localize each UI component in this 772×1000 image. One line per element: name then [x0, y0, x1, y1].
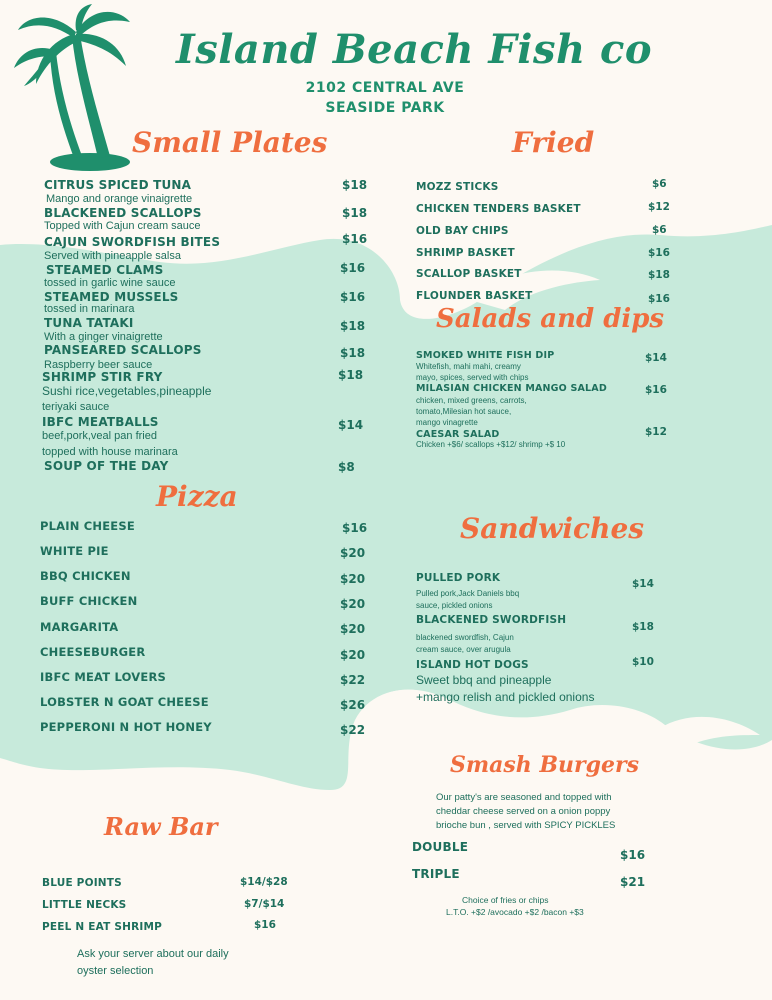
menu-item-name: BUFF CHICKEN: [40, 594, 138, 608]
menu-item-description: Raspberry beer sauce: [44, 359, 153, 371]
menu-item-name: FLOUNDER BASKET: [416, 290, 533, 302]
menu-item-price: $20: [340, 622, 366, 636]
menu-item-description: sauce, pickled onions: [416, 601, 493, 610]
menu-item-price: $14: [338, 418, 364, 432]
section-title-raw-bar: Raw Bar: [104, 812, 218, 841]
menu-item-price: $18: [338, 368, 364, 382]
menu-item-description: Served with pineapple salsa: [44, 250, 181, 262]
menu-item-price: $16: [340, 261, 366, 275]
menu-item-description: teriyaki sauce: [42, 401, 110, 413]
menu-item-price: $20: [340, 546, 366, 560]
menu-item-price: $16: [648, 293, 670, 305]
menu-item-description: tossed in garlic wine sauce: [44, 277, 176, 289]
menu-item-price: $18: [648, 269, 670, 281]
menu-item-price: $6: [652, 178, 667, 190]
menu-item-name: BLACKENED SWORDFISH: [416, 614, 567, 626]
menu-item-price: $16: [342, 521, 368, 535]
menu-item-name: PANSEARED SCALLOPS: [44, 343, 202, 357]
menu-item-name: CHICKEN TENDERS BASKET: [416, 203, 581, 215]
menu-item-price: $16: [342, 232, 368, 246]
menu-item-name: TUNA TATAKI: [44, 316, 134, 330]
menu-item-price: $16: [648, 247, 670, 259]
menu-item-price: $14/$28: [240, 876, 288, 888]
menu-item-price: $20: [340, 572, 366, 586]
menu-item-name: PLAIN CHEESE: [40, 519, 135, 533]
menu-item-description: +mango relish and pickled onions: [416, 690, 595, 704]
menu-item-price: $18: [342, 206, 368, 220]
menu-item-name: CITRUS SPICED TUNA: [44, 178, 192, 192]
menu-item-description: Chicken +$6/ scallops +$12/ shrimp +$ 10: [416, 440, 566, 449]
menu-item-description: Sweet bbq and pineapple: [416, 673, 552, 687]
menu-item-price: $6: [652, 224, 667, 236]
menu-item-description: mango vinagrette: [416, 418, 478, 427]
menu-item-price: $18: [340, 319, 366, 333]
menu-item-price: $7/$14: [244, 898, 285, 910]
menu-item-price: $16: [340, 290, 366, 304]
menu-item-description: cream sauce, over arugula: [416, 645, 511, 654]
menu-item-price: $18: [340, 346, 366, 360]
menu-item-price: $20: [340, 648, 366, 662]
burger-footer-text: Choice of fries or chips: [462, 895, 549, 905]
section-title-smash-burgers: Smash Burgers: [450, 752, 639, 778]
restaurant-title: Island Beach Fish co: [176, 26, 653, 73]
menu-item-name: SHRIMP BASKET: [416, 247, 515, 259]
menu-item-description: beef,pork,veal pan fried: [42, 430, 157, 442]
menu-item-name: CAESAR SALAD: [416, 429, 500, 440]
menu-item-description: With a ginger vinaigrette: [44, 331, 163, 343]
burger-intro-text: brioche bun , served with SPICY PICKLES: [436, 820, 616, 831]
menu-item-price: $16: [645, 384, 667, 396]
menu-item-price: $10: [632, 656, 654, 668]
menu-item-description: blackened swordfish, Cajun: [416, 633, 514, 642]
menu-item-name: MOZZ STICKS: [416, 181, 499, 193]
raw-bar-note: Ask your server about our daily: [77, 948, 229, 960]
menu-item-description: Mango and orange vinaigrette: [46, 193, 193, 205]
address-street: 2102 CENTRAL AVE: [305, 80, 465, 96]
menu-item-name: STEAMED MUSSELS: [44, 290, 179, 304]
menu-item-name: SMOKED WHITE FISH DIP: [416, 350, 555, 361]
menu-item-description: mayo, spices, served with chips: [416, 373, 529, 382]
raw-bar-note: oyster selection: [77, 965, 154, 977]
menu-item-name: MARGARITA: [40, 620, 119, 634]
section-title-fried: Fried: [512, 126, 595, 159]
section-title-pizza: Pizza: [156, 480, 238, 513]
menu-item-name: PEEL N EAT SHRIMP: [42, 921, 163, 933]
menu-item-name: LOBSTER N GOAT CHEESE: [40, 695, 209, 709]
section-title-sandwiches: Sandwiches: [460, 512, 645, 545]
menu-item-description: tomato,Milesian hot sauce,: [416, 407, 512, 416]
menu-item-name: WHITE PIE: [40, 544, 109, 558]
menu-item-price: $22: [340, 673, 366, 687]
menu-item-name: OLD BAY CHIPS: [416, 225, 509, 237]
menu-item-name: ISLAND HOT DOGS: [416, 659, 529, 671]
section-title-salads: Salads and dips: [436, 304, 665, 334]
menu-item-name: SHRIMP STIR FRY: [42, 370, 163, 384]
menu-item-description: Sushi rice,vegetables,pineapple: [42, 384, 212, 398]
menu-item-name: SCALLOP BASKET: [416, 268, 522, 280]
menu-item-name: BLUE POINTS: [42, 877, 122, 889]
menu-item-name: MILASIAN CHICKEN MANGO SALAD: [416, 383, 607, 394]
menu-item-price: $14: [645, 352, 667, 364]
menu-item-description: Topped with Cajun cream sauce: [44, 220, 201, 232]
menu-item-price: $20: [340, 597, 366, 611]
menu-item-description: Pulled pork,Jack Daniels bbq: [416, 589, 520, 598]
menu-item-description: chicken, mixed greens, carrots,: [416, 396, 527, 405]
menu-item-name: LITTLE NECKS: [42, 899, 127, 911]
burger-intro-text: cheddar cheese served on a onion poppy: [436, 806, 611, 817]
menu-item-name: IBFC MEAT LOVERS: [40, 670, 166, 684]
menu-item-price: $8: [338, 460, 355, 474]
menu-item-name: CHEESEBURGER: [40, 645, 146, 659]
menu-item-name: BBQ CHICKEN: [40, 569, 131, 583]
burger-intro-text: Our patty's are seasoned and topped with: [436, 792, 612, 803]
menu-item-price: $18: [632, 621, 654, 633]
menu-item-name: PEPPERONI N HOT HONEY: [40, 720, 212, 734]
menu-item-name: SOUP OF THE DAY: [44, 459, 169, 473]
menu-item-price: $16: [620, 848, 646, 862]
menu-item-name: PULLED PORK: [416, 572, 501, 584]
menu-item-description: Whitefish, mahi mahi, creamy: [416, 362, 521, 371]
palm-tree-icon: [14, 4, 132, 172]
menu-item-name: IBFC MEATBALLS: [42, 415, 159, 429]
menu-item-name: CAJUN SWORDFISH BITES: [44, 235, 221, 249]
section-title-small-plates: Small Plates: [132, 126, 328, 159]
menu-item-name: DOUBLE: [412, 840, 469, 854]
menu-item-name: TRIPLE: [412, 867, 460, 881]
menu-item-price: $26: [340, 698, 366, 712]
address-city: SEASIDE PARK: [325, 100, 445, 116]
menu-item-description: tossed in marinara: [44, 303, 135, 315]
menu-item-name: BLACKENED SCALLOPS: [44, 206, 202, 220]
burger-footer-text: L.T.O. +$2 /avocado +$2 /bacon +$3: [446, 907, 584, 917]
menu-item-price: $12: [648, 201, 670, 213]
menu-item-price: $14: [632, 578, 654, 590]
menu-item-price: $12: [645, 426, 667, 438]
menu-item-description: topped with house marinara: [42, 446, 178, 458]
menu-item-name: STEAMED CLAMS: [46, 263, 164, 277]
menu-item-price: $18: [342, 178, 368, 192]
menu-item-price: $22: [340, 723, 366, 737]
menu-item-price: $16: [254, 919, 276, 931]
menu-item-price: $21: [620, 875, 646, 889]
